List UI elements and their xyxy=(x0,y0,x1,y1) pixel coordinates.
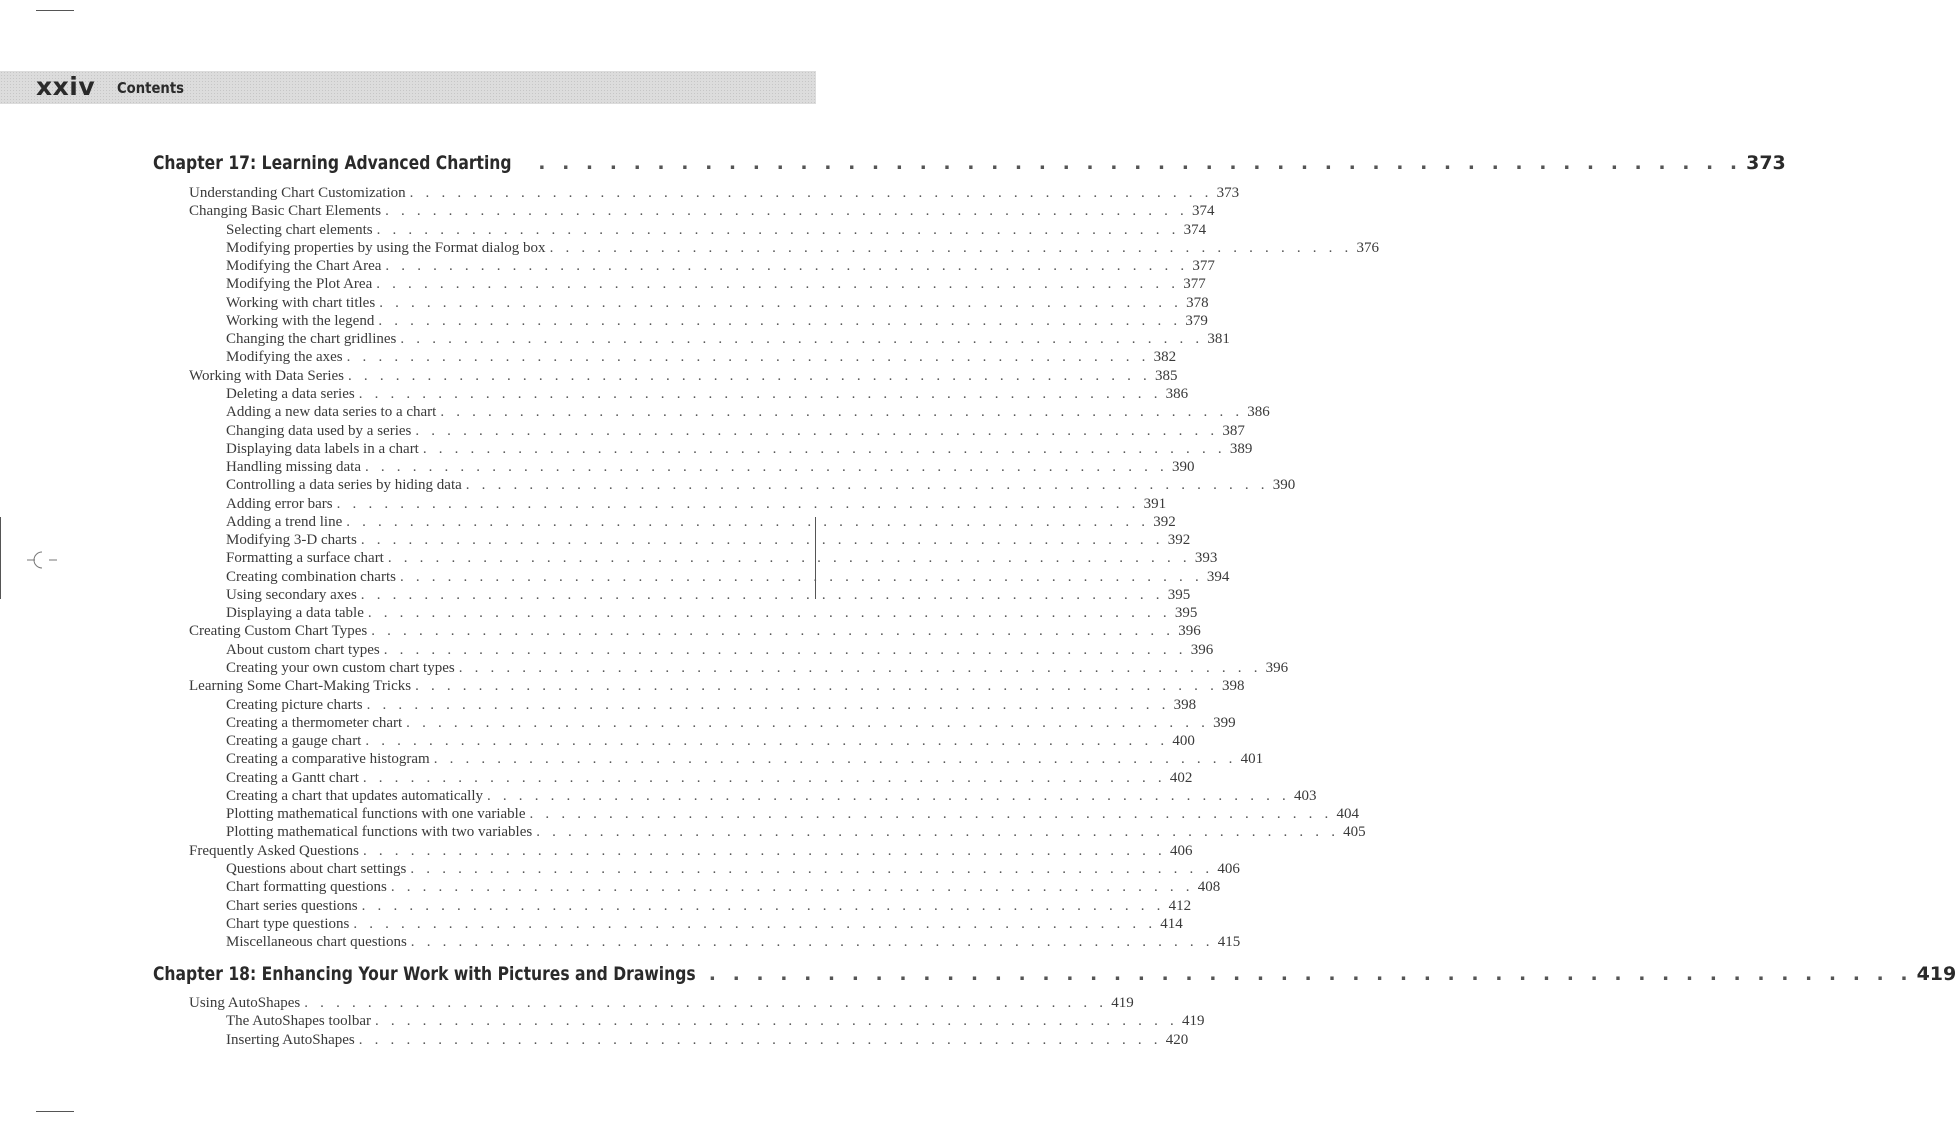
toc-entry xyxy=(226,330,1230,348)
toc-entry xyxy=(226,915,1183,933)
toc-entry xyxy=(226,568,1230,586)
dot-leader: . . . . . . . . . . . . . . . . . . . . . . . . . . . . . . . . . . . . . . . . . . . . . . . . . . . xyxy=(358,385,1162,402)
dot-leader: . . . . . . . . . . . . . . . . . . . . . . . . . . . . . . . . . . . . . . . . . . . . . . . . . . . xyxy=(360,586,1164,603)
toc-entry-page: 406 xyxy=(1169,842,1193,859)
toc-entry-page: 419 xyxy=(1181,1013,1205,1030)
toc-entry xyxy=(226,604,1198,622)
dot-leader: . . . . . . . . . . . . . . . . . . . . . . . . . . . . . . . . . . . . . . . . . . . . . . . . . . . xyxy=(440,404,1244,421)
toc-entry-page: 399 xyxy=(1213,714,1236,731)
toc-entry xyxy=(226,1012,1205,1030)
toc-entry-page: 404 xyxy=(1336,806,1359,823)
toc-entry xyxy=(226,312,1208,330)
toc-entry-page: 381 xyxy=(1207,331,1230,348)
dot-leader: . . . . . . . . . . . . . . . . . . . . . . . . . . . . . . . . . . . . . . . . . . . . . . . . . . . xyxy=(708,963,1913,985)
toc-entry xyxy=(189,202,1215,220)
toc-entry-title: Chart formatting questions xyxy=(226,879,387,896)
toc-entry xyxy=(226,823,1366,841)
toc-entry-title: Inserting AutoShapes xyxy=(226,1031,355,1048)
toc-entry-title: Working with the legend xyxy=(226,312,375,329)
toc-entry xyxy=(226,495,1167,513)
toc-entry xyxy=(226,878,1221,896)
toc-entry-page: 395 xyxy=(1167,586,1191,603)
toc-entry-page: 412 xyxy=(1168,897,1192,914)
toc-entry xyxy=(226,696,1197,714)
toc-entry xyxy=(226,897,1192,915)
toc-entry-page: 387 xyxy=(1222,422,1245,439)
toc-entry-page: 386 xyxy=(1247,404,1270,421)
dot-leader: . . . . . . . . . . . . . . . . . . . . . . . . . . . . . . . . . . . . . . . . . . . . . . . . . . . xyxy=(399,568,1203,585)
toc-entry-title: Frequently Asked Questions xyxy=(189,842,359,859)
toc-entry-title: Deleting a data series xyxy=(226,385,355,402)
toc-entry-page: 390 xyxy=(1272,477,1296,494)
dot-leader: . . . . . . . . . . . . . . . . . . . . . . . . . . . . . . . . . . . . . . . . . . . . . . . . . . . xyxy=(415,422,1219,439)
dot-leader: . . . . . . . . . . . . . . . . . . . . . . . . . . . . . . . . . . . . . . . . . . . . . . . . . . . xyxy=(346,349,1150,366)
toc-entry-page: 374 xyxy=(1183,221,1207,238)
registration-mark-icon xyxy=(22,548,62,572)
toc-entry-page: 391 xyxy=(1143,495,1167,512)
toc-entry-page: 402 xyxy=(1169,769,1193,786)
dot-leader: . . . . . . . . . . . . . . . . . . . . . . . . . . . . . . . . . . . . . . . . . . . . . . . . . . . xyxy=(433,751,1237,768)
toc-entry xyxy=(226,403,1270,421)
toc-entry-title: Chart type questions xyxy=(226,915,350,932)
dot-leader: . . . . . . . . . . . . . . . . . . . . . . . . . . . . . . . . . . . . . . . . . . . . . . . . . . . xyxy=(367,605,1171,622)
toc-entry-page: 394 xyxy=(1206,568,1230,585)
dot-leader: . . . . . . . . . . . . . . . . . . . . . . . . . . . . . . . . . . . . . . . . . . . . . . . . . . . xyxy=(379,294,1183,311)
toc-entry-title: Creating Custom Chart Types xyxy=(189,623,368,640)
toc-entry-page: 392 xyxy=(1153,513,1176,530)
toc-entry-title: Modifying properties by using the Format dialog box xyxy=(226,239,546,256)
toc-entry-title: Working with chart titles xyxy=(226,294,376,311)
chapter-page-number: 373 xyxy=(1746,152,1786,174)
chapter-title: Chapter 18: Enhancing Your Work with Pictures and Drawings xyxy=(153,963,696,985)
dot-leader: . . . . . . . . . . . . . . . . . . . . . . . . . . . . . . . . . . . . . . . . . . . . . . . . . . . xyxy=(410,860,1214,877)
dot-leader: . . . . . . . . . . . . . . . . . . . . . . . . . . . . . . . . . . . . . . . . . . . . . . . . . . . xyxy=(360,532,1164,549)
toc-entry xyxy=(226,458,1195,476)
toc-entry-title: Modifying the axes xyxy=(226,349,343,366)
toc-entry xyxy=(226,348,1177,366)
toc-entry-title: Miscellaneous chart questions xyxy=(226,934,407,951)
toc-entry-title: Changing Basic Chart Elements xyxy=(189,203,382,220)
toc-entry xyxy=(226,586,1191,604)
dot-leader: . . . . . . . . . . . . . . . . . . . . . . . . . . . . . . . . . . . . . . . . . . . . . . . . . . . xyxy=(365,459,1168,476)
toc-entry xyxy=(226,531,1191,549)
dot-leader: . . . . . . . . . . . . . . . . . . . . . . . . . . . . . . . . . . . . . . . . . . . . . . . . . . . xyxy=(365,733,1169,750)
toc-entry-title: The AutoShapes toolbar xyxy=(226,1013,371,1030)
toc-entry-title: Adding a new data series to a chart xyxy=(226,404,437,421)
toc-entry-page: 382 xyxy=(1153,349,1177,366)
chapter-heading xyxy=(153,150,1786,176)
dot-leader: . . . . . . . . . . . . . . . . . . . . . . . . . . . . . . . . . . . . . . . . . . . . . . . . . . . xyxy=(387,550,1191,567)
dot-leader: . . . . . . . . . . . . . . . . . . . . . . . . . . . . . . . . . . . . . . . . . . . . . . . . . . . xyxy=(366,696,1170,713)
toc-entry-page: 377 xyxy=(1183,276,1206,293)
toc-entry-title: Handling missing data xyxy=(226,459,361,476)
dot-leader: . . . . . . . . . . . . . . . . . . . . . . . . . . . . . . . . . . . . . . . . . . . . . . . . . . . xyxy=(458,660,1262,677)
crop-mark-left-edge xyxy=(0,517,1,599)
toc-entry-page: 414 xyxy=(1160,915,1183,932)
toc-entry-page: 408 xyxy=(1197,879,1221,896)
dot-leader: . . . . . . . . . . . . . . . . . . . . . . . . . . . . . . . . . . . . . . . . . . . . . . . . . . . xyxy=(385,203,1189,220)
toc-entry xyxy=(226,860,1240,878)
toc-entry-page: 374 xyxy=(1192,203,1215,220)
toc-entry xyxy=(226,732,1195,750)
toc-entry-page: 400 xyxy=(1172,733,1195,750)
toc-entry-title: Working with Data Series xyxy=(189,367,345,384)
running-head: Contents xyxy=(117,79,184,97)
dot-leader: . . . . . . . . . . . . . . . . . . . . . . . . . . . . . . . . . . . . . . . . . . . . . . . . . . . xyxy=(374,1013,1178,1030)
toc-entry-title: Changing the chart gridlines xyxy=(226,331,397,348)
dot-leader: . . . . . . . . . . . . . . . . . . . . . . . . . . . . . . . . . . . . . . . . . . . . . . . . . . . xyxy=(406,714,1210,731)
dot-leader: . . . . . . . . . . . . . . . . . . . . . . . . . . . . . . . . . . . . . . . . . . . . . . . . . . . xyxy=(549,239,1353,256)
toc-entry-page: 392 xyxy=(1167,532,1191,549)
dot-leader: . . . . . . . . . . . . . . . . . . . . . . . . . . . . . . . . . . . . . . . . . . . . . . . . . . . xyxy=(362,769,1166,786)
dot-leader: . . . . . . . . . . . . . . . . . . . . . . . . . . . . . . . . . . . . . . . . . . . . . . . . . . . xyxy=(383,641,1187,658)
toc-entry xyxy=(226,440,1253,458)
toc-entry-title: Creating your own custom chart types xyxy=(226,660,455,677)
toc-entry xyxy=(226,769,1193,787)
dot-leader: . . . . . . . . . . . . . . . . . . . . . . . . . . . . . . . . . . . . . . . . . . . . . . . . . . . xyxy=(304,995,1108,1011)
toc-entry-page: 415 xyxy=(1217,934,1241,951)
toc-entry-title: Creating combination charts xyxy=(226,568,396,585)
toc-entry-title: Formatting a surface chart xyxy=(226,550,384,567)
toc-entry xyxy=(226,659,1289,677)
dot-leader: . . . . . . . . . . . . . . . . . . . . . . . . . . . . . . . . . . . . . . . . . . . . . . . . . . . xyxy=(487,787,1290,804)
dot-leader: . . . . . . . . . . . . . . . . . . . . . . . . . . . . . . . . . . . . . . . . . . . . . . . . . . . xyxy=(390,879,1194,896)
dot-leader: . . . . . . . . . . . . . . . . . . . . . . . . . . . . . . . . . . . . . . . . . . . . . . . . . . . xyxy=(376,221,1180,238)
toc-entry-title: Creating a Gantt chart xyxy=(226,769,359,786)
dot-leader: . . . . . . . . . . . . . . . . . . . . . . . . . . . . . . . . . . . . . . . . . . . . . . . . . . . xyxy=(415,678,1219,695)
toc-entry-page: 393 xyxy=(1194,550,1218,567)
toc-entry-title: Creating a gauge chart xyxy=(226,733,362,750)
toc-entry-title: Plotting mathematical functions with one variable xyxy=(226,806,526,823)
toc-entry xyxy=(226,275,1206,293)
toc-entry xyxy=(226,221,1207,239)
crop-mark-bottom-left xyxy=(36,1111,74,1112)
crop-mark-top-left xyxy=(36,10,74,11)
toc-entry xyxy=(189,622,1201,640)
toc-entry-title: Questions about chart settings xyxy=(226,860,407,877)
toc-entry-page: 378 xyxy=(1186,294,1209,311)
toc-entry xyxy=(226,714,1236,732)
toc-entry-title: Adding error bars xyxy=(226,495,333,512)
toc-entry xyxy=(189,677,1245,695)
toc-entry-title: Creating picture charts xyxy=(226,696,363,713)
toc-entry xyxy=(226,513,1176,531)
toc-entry xyxy=(189,184,1240,202)
toc-entry-page: 405 xyxy=(1343,824,1366,841)
toc-entry-title: Chart series questions xyxy=(226,897,358,914)
dot-leader: . . . . . . . . . . . . . . . . . . . . . . . . . . . . . . . . . . . . . . . . . . . . . . . . . . . xyxy=(536,824,1340,841)
toc-entry-title: Learning Some Chart-Making Tricks xyxy=(189,678,412,695)
chapter-heading xyxy=(153,961,1956,987)
toc-entry-page: 396 xyxy=(1265,660,1289,677)
toc-entry-title: Displaying a data table xyxy=(226,605,364,622)
toc-entry xyxy=(226,422,1245,440)
toc-entry-page: 398 xyxy=(1222,678,1245,695)
toc-entry-title: Adding a trend line xyxy=(226,513,343,530)
dot-leader: . . . . . . . . . . . . . . . . . . . . . . . . . . . . . . . . . . . . . . . . . . . . . . . . . . . xyxy=(346,513,1150,530)
toc-entry-title: Modifying the Chart Area xyxy=(226,258,382,275)
dot-leader: . . . . . . . . . . . . . . . . . . . . . . . . . . . . . . . . . . . . . . . . . . . . . . . . . . . xyxy=(385,258,1189,275)
toc-entry xyxy=(226,385,1189,403)
toc-entry xyxy=(226,750,1264,768)
toc-entry-title: Using secondary axes xyxy=(226,586,357,603)
toc-entry-page: 373 xyxy=(1216,185,1240,201)
dot-leader: . . . . . . . . . . . . . . . . . . . . . . . . . . . . . . . . . . . . . . . . . . . . . . . . . . . xyxy=(336,495,1140,512)
toc-entry-title: Modifying the Plot Area xyxy=(226,276,373,293)
dot-leader: . . . . . . . . . . . . . . . . . . . . . . . . . . . . . . . . . . . . . . . . . . . . . . . . . . . xyxy=(529,806,1333,823)
page-number: xxiv xyxy=(36,72,96,101)
dot-leader: . . . . . . . . . . . . . . . . . . . . . . . . . . . . . . . . . . . . . . . . . . . . . . . . . . . xyxy=(410,934,1214,951)
toc-entry xyxy=(226,239,1380,257)
toc-entry-page: 401 xyxy=(1240,751,1264,768)
toc-entry-page: 385 xyxy=(1154,367,1178,384)
dot-leader: . . . . . . . . . . . . . . . . . . . . . . . . . . . . . . . . . . . . . . . . . . . . . . . . . . . xyxy=(465,477,1269,494)
toc-entry xyxy=(189,994,1134,1012)
dot-leader: . . . . . . . . . . . . . . . . . . . . . . . . . . . . . . . . . . . . . . . . . . . . . . . . . . . xyxy=(348,367,1151,384)
toc-entry-title: Creating a thermometer chart xyxy=(226,714,403,731)
dot-leader: . . . . . . . . . . . . . . . . . . . . . . . . . . . . . . . . . . . . . . . . . . . . . . . . . . . xyxy=(361,897,1165,914)
toc-entry-page: 395 xyxy=(1174,605,1198,622)
toc-entry xyxy=(226,549,1218,567)
dot-leader: . . . . . . . . . . . . . . . . . . . . . . . . . . . . . . . . . . . . . . . . . . . . . . . . . . . xyxy=(538,152,1743,174)
toc-entry-title: Understanding Chart Customization xyxy=(189,185,406,201)
toc-entry xyxy=(189,842,1193,860)
toc-entry-title: Selecting chart elements xyxy=(226,221,373,238)
toc-entry xyxy=(226,641,1214,659)
toc-entry-title: About custom chart types xyxy=(226,641,380,658)
toc-entry xyxy=(226,805,1359,823)
toc-entry-page: 406 xyxy=(1217,860,1240,877)
toc-entry-title: Creating a comparative histogram xyxy=(226,751,430,768)
toc-entry-page: 390 xyxy=(1171,459,1195,476)
toc-entry xyxy=(189,367,1178,385)
dot-leader: . . . . . . . . . . . . . . . . . . . . . . . . . . . . . . . . . . . . . . . . . . . . . . . . . . . xyxy=(378,312,1182,329)
dot-leader: . . . . . . . . . . . . . . . . . . . . . . . . . . . . . . . . . . . . . . . . . . . . . . . . . . . xyxy=(422,440,1226,457)
toc-entry-page: 376 xyxy=(1356,239,1380,256)
toc-entry-title: Modifying 3-D charts xyxy=(226,532,357,549)
toc-entry-title: Using AutoShapes xyxy=(189,995,301,1011)
dot-leader: . . . . . . . . . . . . . . . . . . . . . . . . . . . . . . . . . . . . . . . . . . . . . . . . . . . xyxy=(353,915,1157,932)
toc-entry-page: 389 xyxy=(1229,440,1253,457)
dot-leader: . . . . . . . . . . . . . . . . . . . . . . . . . . . . . . . . . . . . . . . . . . . . . . . . . . . xyxy=(358,1031,1162,1048)
toc-entry-page: 419 xyxy=(1111,995,1134,1011)
toc-entry-title: Plotting mathematical functions with two variables xyxy=(226,824,533,841)
toc-entry-page: 403 xyxy=(1293,787,1317,804)
dot-leader: . . . . . . . . . . . . . . . . . . . . . . . . . . . . . . . . . . . . . . . . . . . . . . . . . . . xyxy=(400,331,1204,348)
chapter-page-number: 419 xyxy=(1916,963,1956,985)
chapter-title: Chapter 17: Learning Advanced Charting xyxy=(153,152,512,174)
dot-leader: . . . . . . . . . . . . . . . . . . . . . . . . . . . . . . . . . . . . . . . . . . . . . . . . . . . xyxy=(363,842,1166,859)
toc-entry-title: Changing data used by a series xyxy=(226,422,412,439)
toc-entry-page: 420 xyxy=(1165,1031,1189,1048)
toc-entry-page: 386 xyxy=(1165,385,1189,402)
toc-entry xyxy=(226,294,1209,312)
toc-entry xyxy=(226,787,1317,805)
toc-entry-page: 377 xyxy=(1192,258,1215,275)
dot-leader: . . . . . . . . . . . . . . . . . . . . . . . . . . . . . . . . . . . . . . . . . . . . . . . . . . . xyxy=(409,185,1213,201)
toc-entry xyxy=(226,933,1241,951)
toc-entry-page: 398 xyxy=(1173,696,1197,713)
toc-entry xyxy=(226,257,1215,275)
toc-entry-page: 379 xyxy=(1185,312,1208,329)
toc-entry-page: 396 xyxy=(1178,623,1201,640)
dot-leader: . . . . . . . . . . . . . . . . . . . . . . . . . . . . . . . . . . . . . . . . . . . . . . . . . . . xyxy=(371,623,1175,640)
toc-entry xyxy=(226,476,1296,494)
toc-entry-page: 396 xyxy=(1190,641,1214,658)
toc-entry xyxy=(226,1031,1189,1049)
toc-entry-title: Creating a chart that updates automatically xyxy=(226,787,483,804)
toc-entry-title: Displaying data labels in a chart xyxy=(226,440,419,457)
toc-entry-title: Controlling a data series by hiding data xyxy=(226,477,462,494)
dot-leader: . . . . . . . . . . . . . . . . . . . . . . . . . . . . . . . . . . . . . . . . . . . . . . . . . . . xyxy=(376,276,1180,293)
